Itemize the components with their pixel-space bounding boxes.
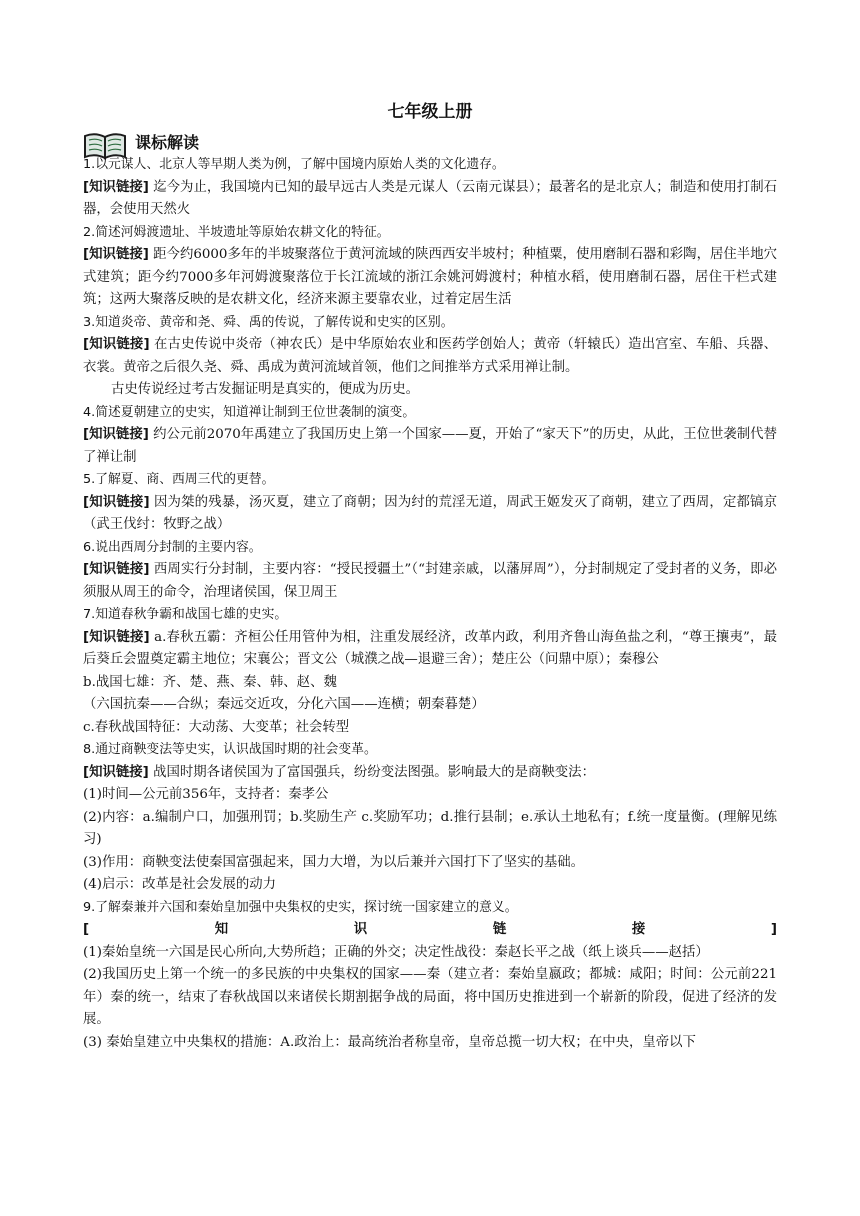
knowledge-link-tag: [知识链接] (83, 427, 149, 442)
knowledge-link-tag: [知识链接] (83, 562, 150, 577)
curriculum-requirement: 9.了解秦兼并六国和秦始皇加强中央集权的史实，探讨统一国家建立的意义。 (83, 899, 518, 915)
curriculum-requirement: 5.了解夏、商、西周三代的更替。 (83, 472, 275, 487)
curriculum-requirement: 3.知道炎帝、黄帝和尧、舜、禹的传说，了解传说和史实的区别。 (83, 314, 454, 330)
knowledge-link-tag: [知识链接] (83, 247, 149, 262)
knowledge-link-tag: [知识链接] (83, 337, 150, 352)
knowledge-link-text: (1)秦始皇统一六国是民心所向,大势所趋；正确的外交；决定性战役：秦赵长平之战（纸上谈兵——赵括） (83, 944, 709, 960)
knowledge-link (83, 919, 777, 964)
knowledge-link (83, 627, 777, 672)
note-paragraph: 古史传说经过考古发掘证明是真实的，便成为历史。 (111, 382, 419, 397)
knowledge-link-tag: [知识链接] (83, 494, 150, 510)
knowledge-link-text: 约公元前2070年禹建立了我国历史上第一个国家——夏，开始了“家天下”的历史，从此，王位世袭制代替了禅让制 (83, 427, 777, 465)
curriculum-requirement: 4.简述夏朝建立的史实，知道禅让制到王位世袭制的演变。 (83, 404, 416, 420)
detail-line: (2)我国历史上第一个统一的多民族的中央集权的国家——秦（建立者：秦始皇嬴政；都城：咸阳；时间：公元前221年）秦的统一，结束了春秋战国以来诸侯长期割据争战的局面，将中国历史推进到一个崭新的阶段，促进了经济的发展。 (83, 967, 777, 1027)
detail-line: (1)时间—公元前356年，支持者：秦孝公 (83, 787, 329, 802)
detail-line: c.春秋战国特征：大动荡、大变革；社会转型 (83, 719, 350, 735)
detail-line: (2)内容：a.编制户口，加强刑罚；b.奖励生产 c.奖励军功；d.推行县制；e.承认土地私有；f.统一度量衡。(理解见练习) (83, 809, 777, 847)
knowledge-link-tag: [知识链接] (83, 629, 150, 645)
curriculum-requirement: 2.简述河姆渡遗址、半坡遗址等原始农耕文化的特征。 (83, 224, 390, 240)
knowledge-link-text: 迄今为止，我国境内已知的最早远古人类是元谋人（云南元谋县）；最著名的是北京人；制造和使用打制石器，会使用天然火 (83, 179, 777, 217)
detail-line: (3)作用：商鞅变法使秦国富强起来，国力大增，为以后兼并六国打下了坚实的基础。 (83, 854, 585, 870)
knowledge-link (83, 762, 777, 785)
detail-line: (4)启示：改革是社会发展的动力 (83, 877, 277, 892)
knowledge-link (83, 424, 777, 469)
document-body (83, 154, 777, 1054)
detail-line: b.战国七雄：齐、楚、燕、秦、韩、赵、魏 (83, 674, 337, 690)
detail-line: (3) 秦始皇建立中央集权的措施：A.政治上：最高统治者称皇帝，皇帝总揽一切大权；在中央，皇帝以下 (83, 1034, 696, 1050)
knowledge-link-text: 因为桀的残暴，汤灭夏，建立了商朝；因为纣的荒淫无道，周武王姬发灭了商朝，建立了西周，定都镐京（武王伐纣：牧野之战） (83, 494, 777, 532)
knowledge-link (83, 559, 777, 604)
knowledge-link (83, 244, 777, 312)
page-title: 七年级上册 (387, 102, 473, 122)
curriculum-requirement: 6.说出西周分封制的主要内容。 (83, 539, 262, 555)
curriculum-requirement: 8.通过商鞅变法等史实，认识战国时期的社会变革。 (83, 742, 377, 757)
knowledge-link-text: 西周实行分封制，主要内容：“授民授疆土”（“封建亲戚，以藩屏周”），分封制规定了受封者的义务，即必须服从周王的命令，治理诸侯国，保卫周王 (83, 562, 777, 600)
knowledge-link-tag: [知识链接] (83, 179, 149, 195)
knowledge-link (83, 334, 777, 379)
knowledge-link-text: 距今约6000多年的半坡聚落位于黄河流域的陕西西安半坡村；种植粟，使用磨制石器和彩陶，居住半地穴式建筑；距今约7000多年河姆渡聚落位于长江流域的浙江余姚河姆渡村；种植水稻，使用磨制石器，居住干栏式建筑；这两大聚落反映的是农耕文化，经济来源主要靠农业，过着定居生活 (83, 247, 777, 307)
knowledge-link-text: 战国时期各诸侯国为了富国强兵，纷纷变法图强。影响最大的是商鞅变法： (153, 764, 595, 780)
knowledge-link-text: 在古史传说中炎帝（神农氏）是中华原始农业和医药学创始人；黄帝（轩辕氏）造出宫室、车船、兵器、衣裳。黄帝之后很久尧、舜、禹成为黄河流域首领，他们之间推举方式采用禅让制。 (83, 337, 777, 375)
section-heading: 课标解读 (135, 133, 200, 152)
curriculum-requirement: 7.知道春秋争霸和战国七雄的史实。 (83, 607, 288, 622)
curriculum-requirement: 1.以元谋人、北京人等早期人类为例，了解中国境内原始人类的文化遗存。 (83, 157, 505, 172)
knowledge-link-tag: [知识链接] (83, 764, 149, 780)
knowledge-link (83, 492, 777, 537)
knowledge-link-tag: [知识链接] (83, 922, 777, 937)
knowledge-link (83, 177, 777, 222)
knowledge-link-text: a.春秋五霸：齐桓公任用管仲为相，注重发展经济，改革内政，利用齐鲁山海鱼盐之利，“尊王攘夷”，最后葵丘会盟奠定霸主地位；宋襄公；晋文公（城濮之战—退避三舍）；楚庄公（问鼎中原）；秦穆公 (83, 629, 777, 667)
detail-line: （六国抗秦——合纵；秦远交近攻，分化六国——连横；朝秦暮楚） (83, 697, 485, 712)
